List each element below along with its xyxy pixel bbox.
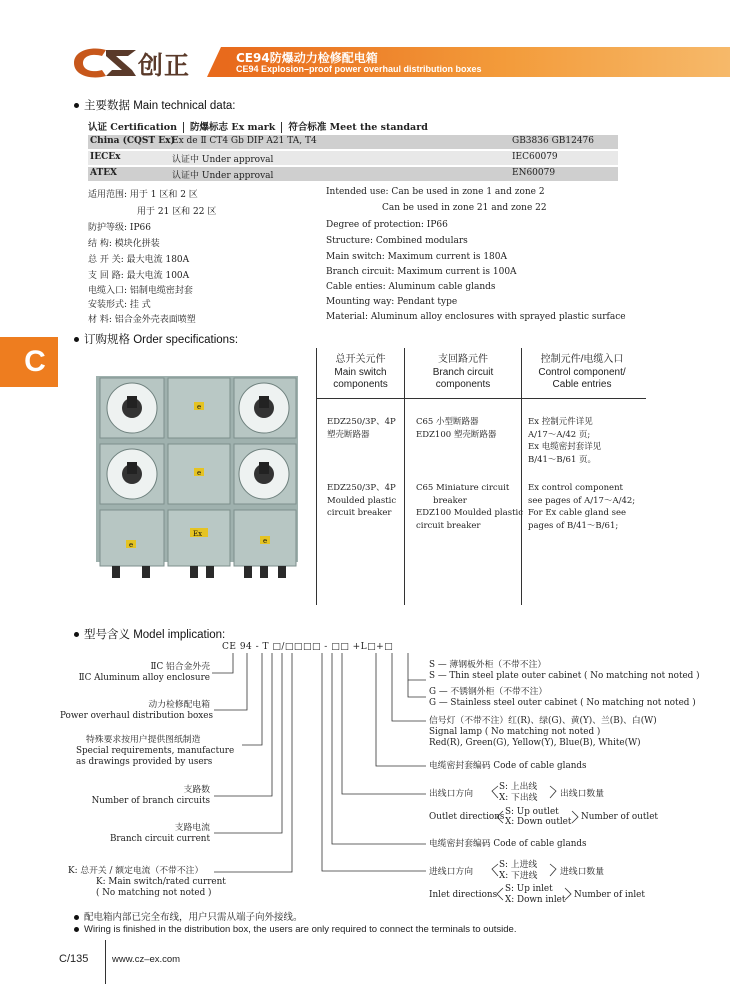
- model-label-inlet-dir-cn: 进线口方向: [429, 867, 473, 877]
- product-label: e: [197, 469, 202, 477]
- footer-divider: [105, 940, 106, 984]
- model-label-box-type: 动力检修配电箱 Power overhaul distribution boxes: [60, 700, 213, 721]
- spec-cn: 防护等级: IP66: [88, 223, 151, 233]
- model-label-outlet-num-en: Number of outlet: [581, 812, 658, 822]
- cert-mark: 认证中 Under approval: [172, 155, 274, 165]
- spec-en: Degree of protection: IP66: [326, 220, 448, 230]
- website-link[interactable]: www.cz–ex.com: [112, 954, 181, 965]
- product-label: e: [197, 403, 202, 411]
- note-en: Wiring is finished in the distribution box, the users are only required to connect the terminals to outside.: [74, 924, 516, 935]
- spec-cn: 安装形式: 挂 式: [88, 300, 151, 310]
- col-main-en: EDZ250/3P、4P Moulded plastic circuit breaker: [327, 483, 397, 518]
- cert-name: IECEx: [90, 152, 121, 162]
- col-head-control: 控制元件/电缆入口 Control component/ Cable entries: [538, 354, 626, 390]
- spec-en: Cable enties: Aluminum cable glands: [326, 282, 496, 292]
- model-label-inlet-down-cn: X: 下进线: [499, 871, 538, 881]
- spec-en: Mounting way: Pendant type: [326, 297, 458, 307]
- cert-mark: Ex de Ⅱ CT4 Gb DIP A21 TA, T4: [172, 136, 317, 146]
- col-control-cn: Ex 控制元件详见 A/17～A/42 页; Ex 电缆密封套详见 B/41～B/61 页。: [528, 417, 602, 465]
- model-label-outlet-down-en: X: Down outlet: [505, 817, 572, 827]
- model-label-main-switch: K: 总开关 / 额定电流（不带不注） K: Main switch/rated current ( No matching not noted ): [68, 866, 226, 898]
- model-heading: 型号含义 Model implication:: [74, 626, 225, 642]
- tech-heading: 主要数据 Main technical data:: [74, 97, 235, 113]
- cert-standard: GB3836 GB12476: [512, 136, 595, 146]
- model-label-special: 特殊要求按用户提供图纸制造 Special requirements, manufacture as drawings provided by users: [76, 735, 235, 767]
- brand-name: 创正: [138, 51, 191, 80]
- spec-cn: 结 构: 模块化拼装: [88, 239, 160, 249]
- product-label: e: [129, 541, 134, 549]
- model-label-outer-g: G — 不锈钢外柜（不带不注） G — Stainless steel outer cabinet ( No matching not noted ): [429, 687, 696, 708]
- cert-col-standard: 符合标准 Meet the standard: [288, 122, 428, 133]
- spec-en: Structure: Combined modulars: [326, 236, 468, 246]
- page-number: C/135: [59, 953, 89, 965]
- cert-col-certification: 认证 Certification: [88, 122, 178, 133]
- product-label: Ex: [193, 530, 203, 538]
- model-label-outlet-dir-cn: 出线口方向: [429, 789, 473, 799]
- page-title-en: CE94 Explosion–proof power overhaul distribution boxes: [236, 64, 482, 74]
- model-label-enclosure: ⅡC 铝合金外壳 ⅡC Aluminum alloy enclosure: [78, 662, 210, 683]
- cert-mark: 认证中 Under approval: [172, 171, 274, 181]
- spec-cn: 用于 21 区和 22 区: [137, 207, 217, 217]
- spec-en: Material: Aluminum alloy enclosures with sprayed plastic surface: [326, 312, 626, 322]
- page-title-cn: CE94防爆动力检修配电箱: [236, 51, 378, 65]
- col-control-en: Ex control component see pages of A/17～A/42; For Ex cable gland see pages of B/41～B/61;: [528, 483, 636, 531]
- order-heading: 订购规格 Order specifications:: [74, 331, 238, 347]
- model-label-gland-2: 电缆密封套编码 Code of cable glands: [429, 839, 587, 849]
- model-label-gland-1: 电缆密封套编码 Code of cable glands: [429, 761, 587, 771]
- model-label-inlet-up-en: S: Up inlet: [505, 884, 553, 894]
- spec-cn: 支 回 路: 最大电流 100A: [88, 271, 190, 281]
- product-label: e: [263, 537, 268, 545]
- col-head-branch: 支回路元件 Branch circuit components: [432, 354, 494, 390]
- model-label-inlet-dir-en: Inlet directions: [429, 890, 498, 900]
- model-label-outlet-up-cn: S: 上出线: [499, 782, 538, 792]
- note-cn: 配电箱内部已完全布线，用户只需从端子向外接线。: [74, 909, 303, 923]
- model-label-outer-s: S — 薄钢板外柜（不带不注） S — Thin steel plate outer cabinet ( No matching not noted ): [429, 660, 700, 681]
- model-label-branch-current: 支路电流 Branch circuit current: [109, 823, 210, 844]
- spec-cn: 材 料: 铝合金外壳表面喷塑: [88, 315, 196, 325]
- section-tab: C: [0, 337, 58, 387]
- cert-name: ATEX: [90, 168, 118, 178]
- col-main-cn: EDZ250/3P、4P 塑壳断路器: [327, 417, 396, 440]
- model-label-outlet-up-en: S: Up outlet: [505, 807, 559, 817]
- col-head-main-switch: 总开关元件 Main switch components: [333, 354, 388, 390]
- model-label-outlet-down-cn: X: 下出线: [499, 793, 538, 803]
- model-label-signal-lamp: 信号灯（不带不注）红(R)、绿(G)、黄(Y)、兰(B)、白(W) Signal lamp ( No matching not noted ) Red(R), Green(G), Yellow(Y), Blue(B), White(W): [429, 716, 657, 748]
- cert-standard: EN60079: [512, 168, 556, 178]
- model-label-outlet-num-cn: 出线口数量: [560, 789, 604, 799]
- model-label-inlet-num-cn: 进线口数量: [560, 867, 604, 877]
- spec-cn: 适用范围: 用于 1 区和 2 区: [88, 190, 198, 200]
- col-branch-en: C65 Miniature circuit breaker EDZ100 Moulded plastic circuit breaker: [416, 483, 523, 531]
- spec-cn: 电缆入口: 铝制电缆密封套: [88, 286, 193, 296]
- model-label-outlet-dir-en: Outlet directions: [429, 812, 505, 822]
- spec-en: Main switch: Maximum current is 180A: [326, 252, 508, 262]
- model-code: CE 94 - T □/□□□□ - □□ +L□+□: [222, 642, 394, 652]
- spec-en: Branch circuit: Maximum current is 100A: [326, 267, 517, 277]
- spec-en: Intended use: Can be used in zone 1 and zone 2: [326, 187, 545, 197]
- spec-en: Can be used in zone 21 and zone 22: [382, 203, 547, 213]
- bullet-icon: [74, 915, 79, 920]
- col-branch-cn: C65 小型断路器 EDZ100 塑壳断路器: [416, 417, 497, 440]
- model-label-inlet-num-en: Number of inlet: [574, 890, 645, 900]
- model-label-inlet-up-cn: S: 上进线: [499, 860, 538, 870]
- spec-cn: 总 开 关: 最大电流 180A: [88, 255, 190, 265]
- cert-standard: IEC60079: [512, 152, 558, 162]
- model-label-inlet-down-en: X: Down inlet: [505, 895, 566, 905]
- model-label-branch-count: 支路数 Number of branch circuits: [91, 785, 210, 806]
- bullet-icon: [74, 927, 79, 932]
- cert-col-exmark: 防爆标志 Ex mark: [190, 122, 276, 133]
- cert-name: China (CQST Ex): [90, 136, 175, 146]
